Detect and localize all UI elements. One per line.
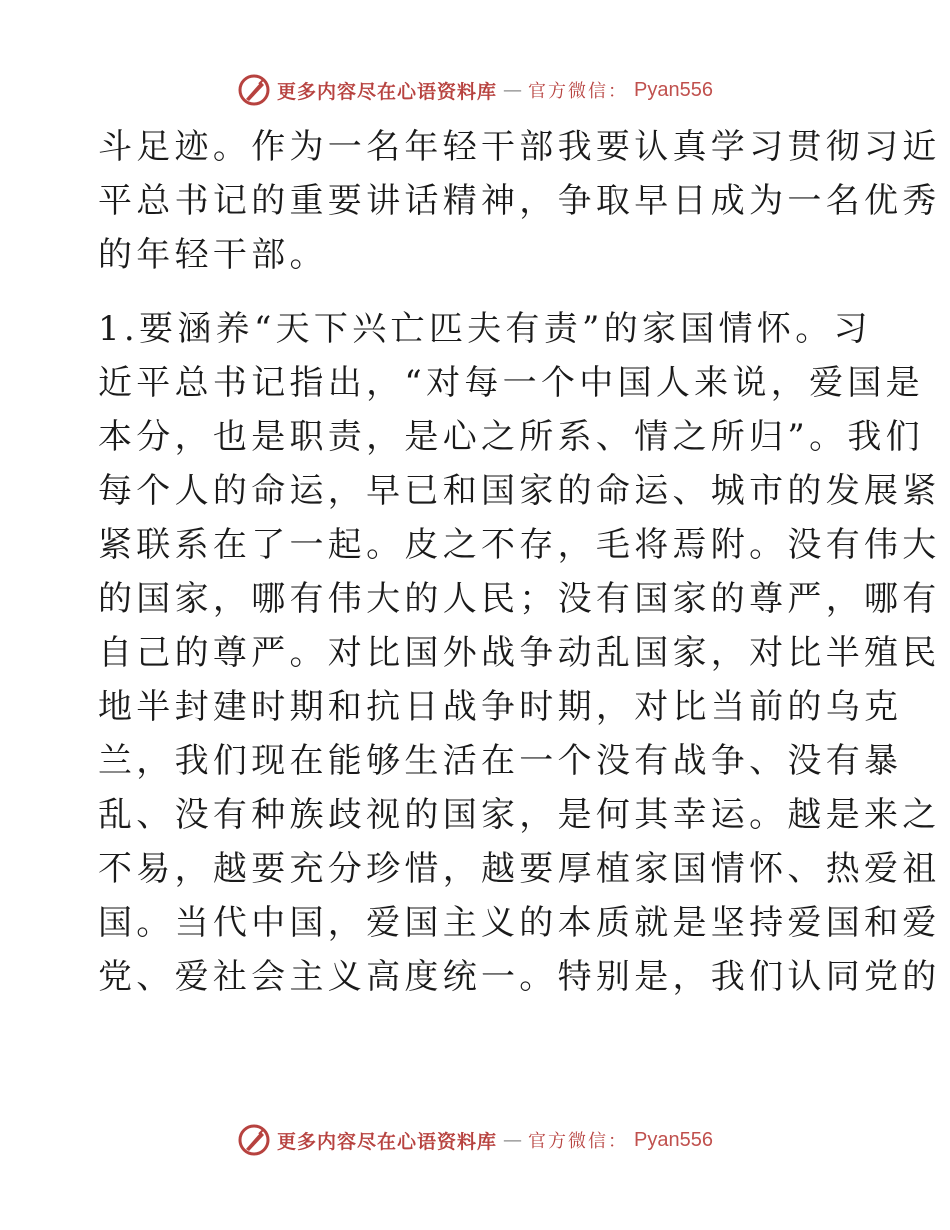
banner-wechat-id: Pyan556 <box>634 1128 713 1151</box>
paragraph-spacer <box>98 282 858 302</box>
text-line: 的国家，哪有伟大的人民；没有国家的尊严，哪有 <box>98 579 941 619</box>
text-line: 紧联系在了一起。皮之不存，毛将焉附。没有伟大 <box>98 525 941 565</box>
quill-logo-icon <box>237 1123 271 1157</box>
text-line: 每个人的命运，早已和国家的命运、城市的发展紧 <box>98 471 941 511</box>
paragraph-2 <box>98 302 941 1004</box>
text-line: 乱、没有种族歧视的国家，是何其幸运。越是来之 <box>98 795 941 835</box>
text-line: 地半封建时期和抗日战争时期，对比当前的乌克 <box>98 687 903 727</box>
text-line: 不易，越要充分珍惜，越要厚植家国情怀、热爱祖 <box>98 849 941 889</box>
text-line: 的年轻干部。 <box>98 235 328 275</box>
text-line: 党、爱社会主义高度统一。特别是，我们认同党的 <box>98 957 941 997</box>
text-line: 斗足迹。作为一名年轻干部我要认真学习贯彻习近 <box>98 127 941 167</box>
text-line: 国。当代中国，爱国主义的本质就是坚持爱国和爱 <box>98 903 941 943</box>
footer-banner <box>0 1120 950 1160</box>
banner-title: 更多内容尽在心语资料库 <box>277 80 498 103</box>
banner-separator: — <box>503 1129 523 1151</box>
banner-separator: — <box>503 79 523 101</box>
banner-wechat-label: 官方微信： <box>528 81 629 102</box>
text-line: 兰，我们现在能够生活在一个没有战争、没有暴 <box>98 741 903 781</box>
banner-wechat-label: 官方微信： <box>528 1131 629 1152</box>
text-line: 近平总书记指出，“对每一个中国人来说，爱国是 <box>98 363 924 403</box>
header-banner <box>0 70 950 110</box>
paragraph-1 <box>98 120 941 282</box>
text-line: 平总书记的重要讲话精神，争取早日成为一名优秀 <box>98 181 941 221</box>
text-line: 1.要涵养“天下兴亡匹夫有责”的家国情怀。习 <box>98 309 872 349</box>
text-line: 本分，也是职责，是心之所系、情之所归”。我们 <box>98 417 924 457</box>
text-line: 自己的尊严。对比国外战争动乱国家，对比半殖民 <box>98 633 941 673</box>
quill-logo-icon <box>237 73 271 107</box>
banner-title: 更多内容尽在心语资料库 <box>277 1130 498 1153</box>
document-body <box>98 120 941 1004</box>
banner-wechat-id: Pyan556 <box>634 78 713 101</box>
